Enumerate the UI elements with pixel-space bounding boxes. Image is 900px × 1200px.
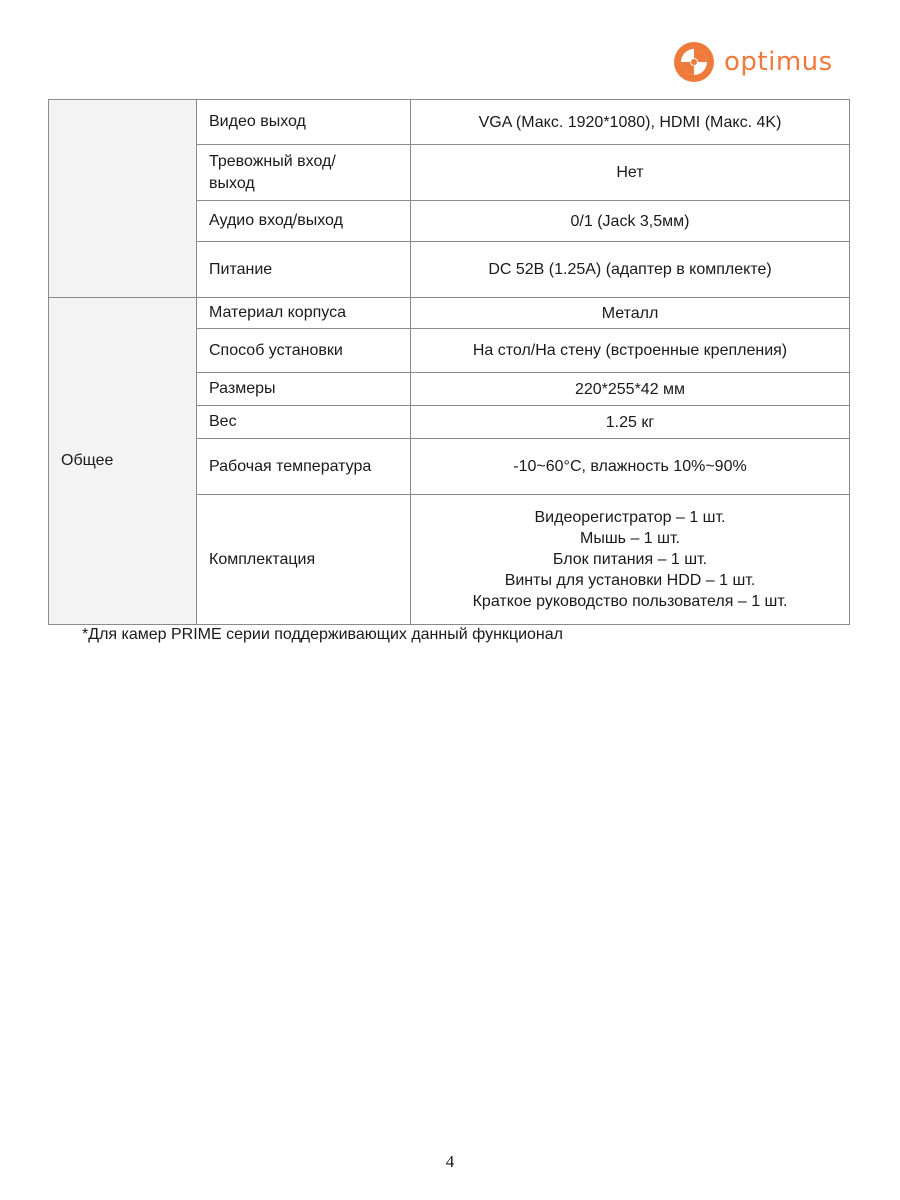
list-item: Мышь – 1 шт. — [580, 530, 680, 547]
row-label: Материал корпуса — [197, 298, 411, 329]
row-value: 0/1 (Jack 3,5мм) — [411, 201, 850, 242]
row-label: Питание — [197, 242, 411, 298]
optimus-logo-icon — [672, 40, 716, 84]
row-value: DC 52В (1.25А) (адаптер в комплекте) — [411, 242, 850, 298]
row-value: На стол/На стену (встроенные крепления) — [411, 329, 850, 373]
row-label: Вес — [197, 406, 411, 439]
row-value: -10~60°C, влажность 10%~90% — [411, 439, 850, 495]
row-label: Рабочая температура — [197, 439, 411, 495]
list-item: Блок питания – 1 шт. — [552, 551, 708, 568]
table-row — [49, 100, 850, 145]
footnote: *Для камер PRIME серии поддерживающих данный функционал — [82, 626, 563, 643]
logo-text: optimus — [724, 47, 833, 77]
row-value: Нет — [411, 145, 850, 201]
group-cell: Общее — [49, 298, 197, 625]
row-value: VGA (Макс. 1920*1080), HDMI (Макс. 4K) — [411, 100, 850, 145]
row-value: Металл — [411, 298, 850, 329]
page-number: 4 — [445, 1152, 455, 1171]
list-item: Краткое руководство пользователя – 1 шт. — [472, 593, 788, 610]
row-label: Аудио вход/выход — [197, 201, 411, 242]
row-label: Комплектация — [197, 495, 411, 625]
list-item: Видеорегистратор – 1 шт. — [534, 509, 726, 526]
row-value-list — [411, 495, 850, 625]
table-row — [49, 298, 850, 329]
row-label: Способ установки — [197, 329, 411, 373]
group-cell — [49, 100, 197, 298]
row-value: 220*255*42 мм — [411, 373, 850, 406]
row-label: Тревожный вход/выход — [197, 145, 411, 201]
row-value: 1.25 кг — [411, 406, 850, 439]
row-label: Видео выход — [197, 100, 411, 145]
brand-logo — [672, 40, 833, 84]
specifications-table — [48, 99, 850, 625]
list-item: Винты для установки HDD – 1 шт. — [504, 572, 756, 589]
row-label: Размеры — [197, 373, 411, 406]
